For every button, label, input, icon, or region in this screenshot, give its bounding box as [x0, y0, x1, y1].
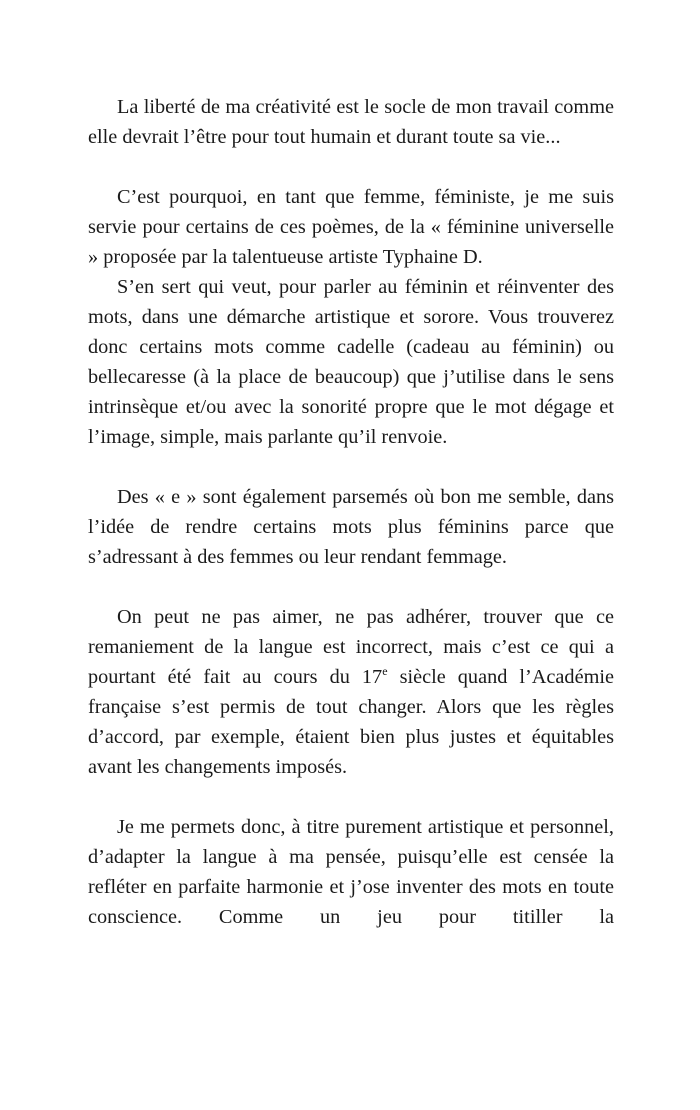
paragraph-creativity: La liberté de ma créativité est le socle de mon travail comme elle devrait l’être pour tout humain et durant toute sa vie...: [88, 96, 614, 148]
century-superscript: e: [382, 664, 388, 678]
paragraph-academie-end: siècle quand l’Académie française s’est permis de tout changer. Alors que les règles d’accord, par exemple, étaient bien plus justes et équitables avant les changements imposés.: [88, 666, 614, 778]
paragraph-academie: [88, 602, 614, 782]
paragraph-feminine-universal: C’est pourquoi, en tant que femme, féministe, je me suis servie pour certains de ces poèmes, de la « féminine universelle » proposée par la talentueuse artiste Typhaine D.: [88, 186, 614, 268]
paragraph-artistic-freedom: Je me permets donc, à titre purement artistique et personnel, d’adapter la langue à ma pensée, puisqu’elle est censée la refléter en parfaite harmonie et j’ose inventer des mots en toute conscience. Comme un jeu pour titiller la: [88, 816, 614, 928]
paragraph-academie-start: On peut ne pas aimer, ne pas adhérer, trouver que ce remaniement de la langue est incorrect, mais c’est ce qui a pourtant été fait au cours du 17: [88, 606, 614, 688]
paragraph-reinvent-words: S’en sert qui veut, pour parler au féminin et réinventer des mots, dans une démarche artistique et sorore. Vous trouverez donc certains mots comme cadelle (cadeau au féminin) ou bellecaresse (à la place de beaucoup) que j’utilise dans le sens intrinsèque et/ou avec la sonorité propre que le mot dégage et l’image, simple, mais parlante qu’il renvoie.: [88, 276, 614, 448]
paragraph-feminine-e: Des « e » sont également parsemés où bon me semble, dans l’idée de rendre certains mots plus féminins parce que s’adressant à des femmes ou leur rendant femmage.: [88, 486, 614, 568]
document-page: [88, 92, 614, 932]
